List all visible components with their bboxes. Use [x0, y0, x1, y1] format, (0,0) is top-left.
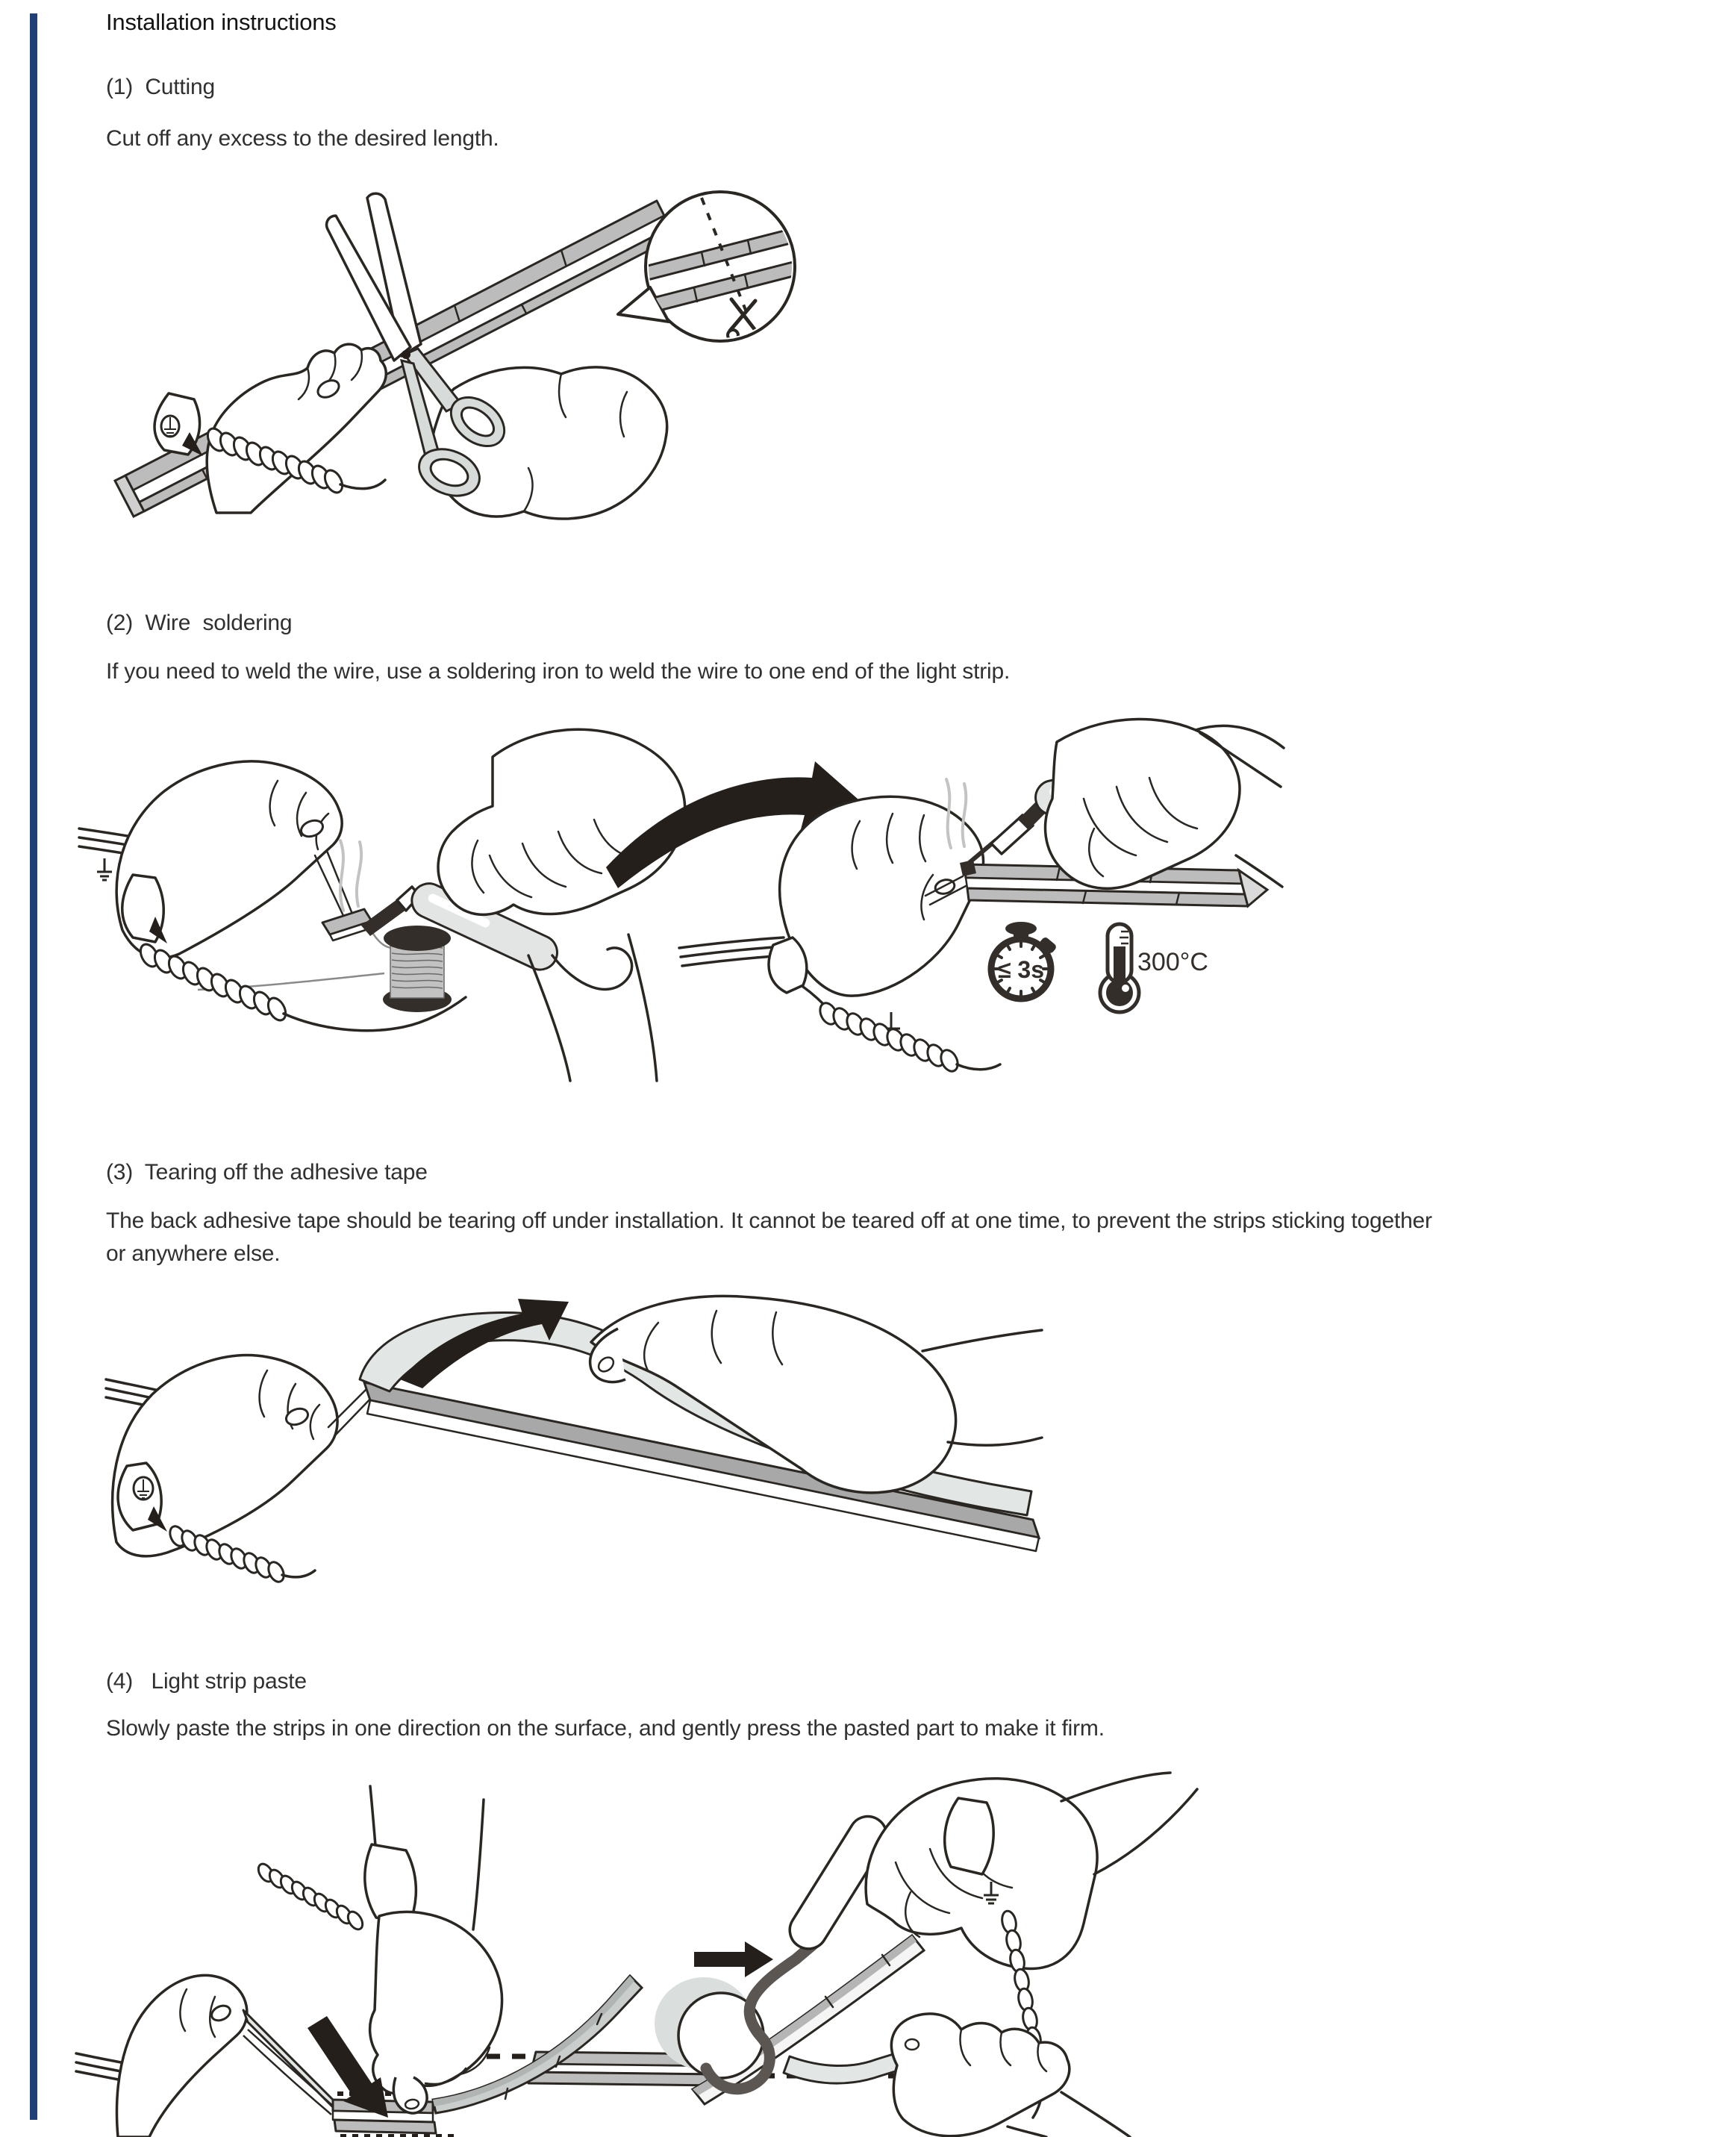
temperature-label: 300°C — [1137, 948, 1208, 976]
section-body-tearing: The back adhesive tape should be tearing off under installation. It cannot be teared off at one time, to prevent the strips sticking together or anywhere else. — [106, 1208, 1432, 1266]
section-body-cutting: Cut off any excess to the desired length. — [106, 126, 499, 151]
figure-tearing-illustration — [104, 1296, 1045, 1579]
figure-soldering-illustration — [75, 709, 1284, 1082]
esd-coil — [817, 1000, 1000, 1074]
section-heading-tearing: (3) Tearing off the adhesive tape — [106, 1160, 428, 1185]
section-heading-cutting: (1) Cutting — [106, 75, 215, 99]
section-body-paste: Slowly paste the strips in one direction on the surface, and gently press the pasted part to make it firm. — [106, 1716, 1105, 1741]
ground-icon — [134, 1477, 153, 1500]
section-body-soldering: If you need to weld the wire, use a soldering iron to weld the wire to one end of the light strip. — [106, 659, 1011, 684]
left-accent-bar — [30, 13, 37, 2120]
section-heading-paste: (4) Light strip paste — [106, 1669, 307, 1694]
stopwatch-icon — [991, 922, 1058, 999]
right-arrow-icon — [694, 1941, 773, 1977]
holding-hand — [117, 1975, 247, 2137]
cutting-hand — [432, 367, 667, 519]
ground-icon — [161, 416, 179, 437]
section-heading-soldering: (2) Wire soldering — [106, 611, 293, 635]
thermometer-icon — [1100, 924, 1208, 1012]
esd-coil — [255, 1862, 365, 1932]
iron-hand — [438, 729, 685, 1081]
iron-hand-right — [1046, 719, 1284, 888]
holding-hand-right — [780, 796, 984, 996]
esd-coil — [167, 1523, 315, 1584]
ground-icon — [97, 858, 112, 880]
figure-cutting-illustration — [104, 168, 881, 526]
timer-label: ≤ 3s — [997, 956, 1045, 983]
page-title: Installation instructions — [106, 9, 337, 35]
adhesive-tape — [784, 2053, 900, 2083]
figure-pasting-illustration — [75, 1773, 1209, 2137]
smoke — [340, 840, 361, 911]
peeling-hand — [891, 2014, 1130, 2137]
